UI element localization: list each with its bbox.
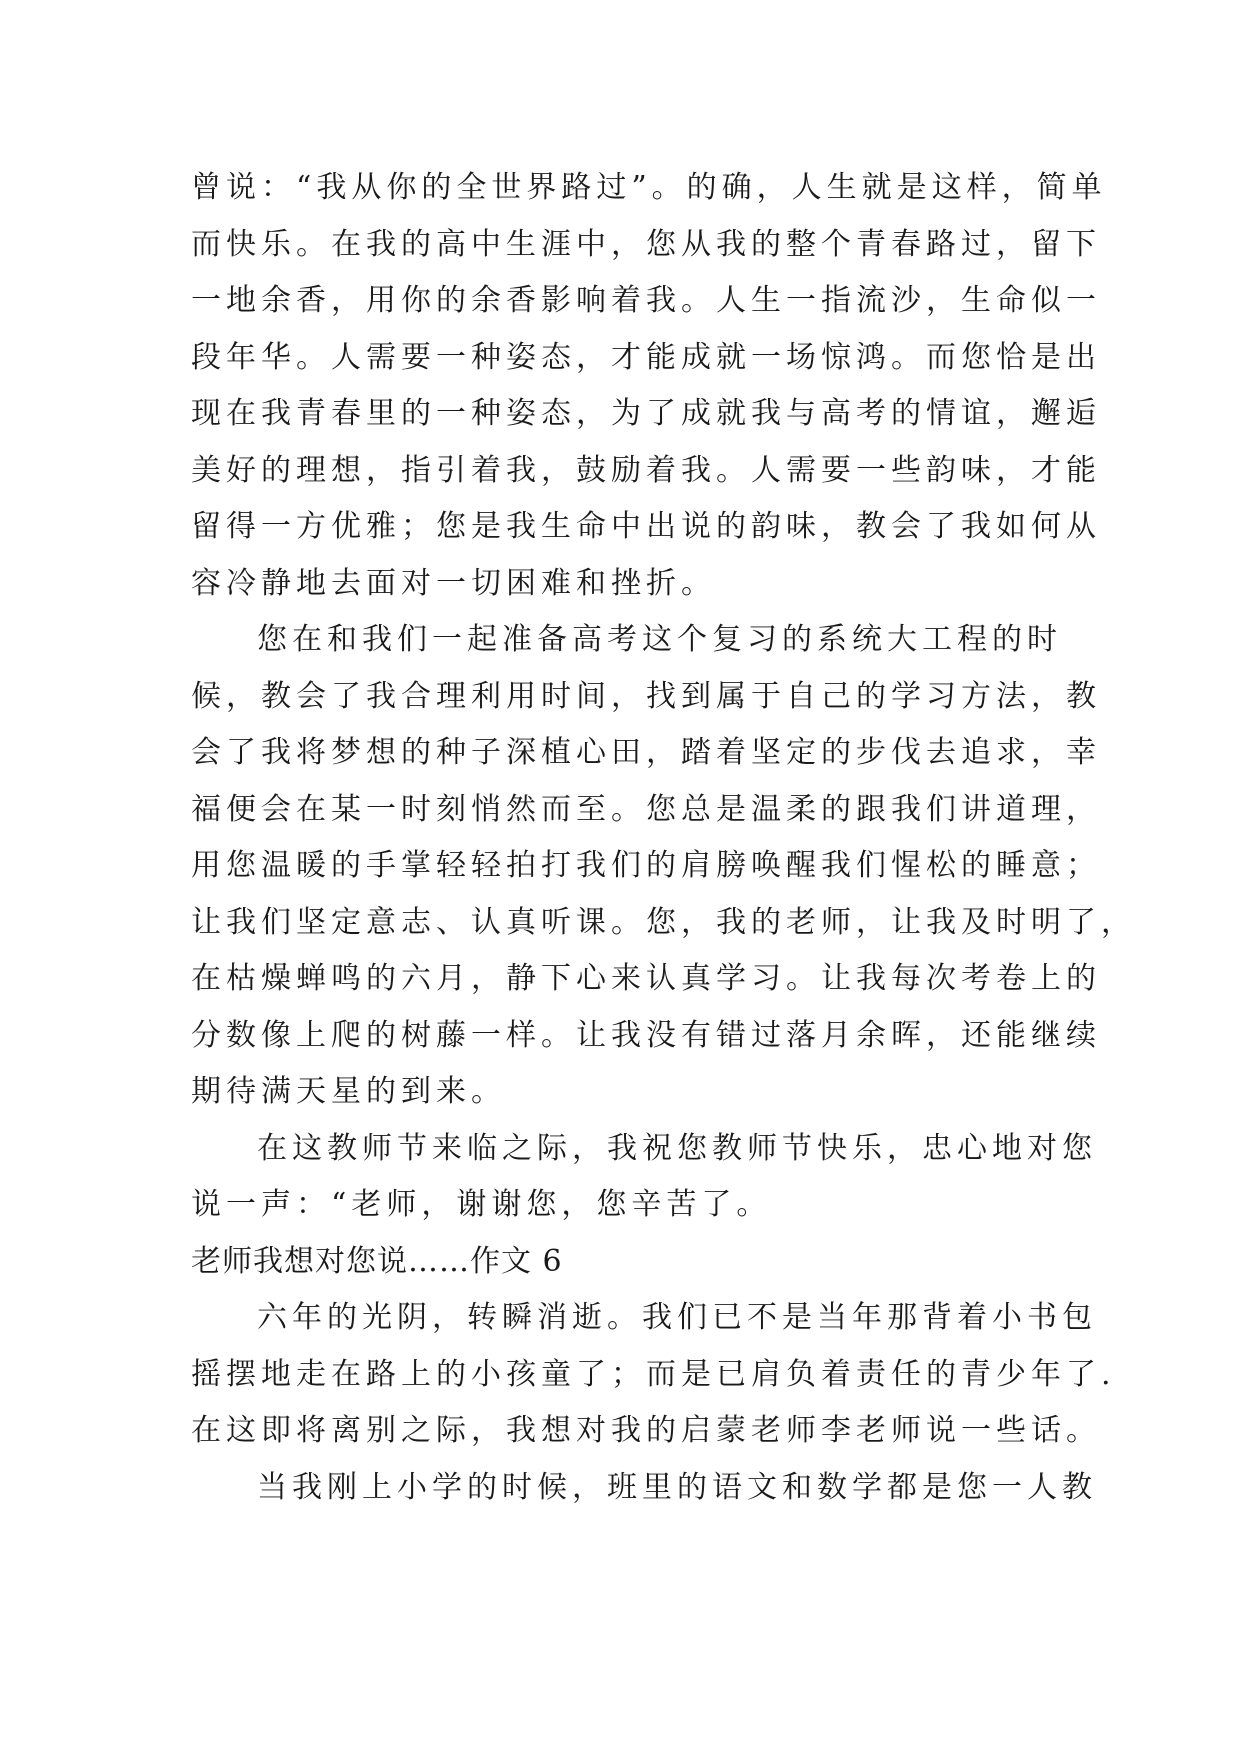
- text-line: 您在和我们一起准备高考这个复习的系统大工程的时: [257, 622, 1062, 657]
- text-line: 候，教会了我合理利用时间，找到属于自己的学习方法，教: [191, 678, 1101, 714]
- heading-text: 老师我想对您说……作文 6: [191, 1243, 563, 1279]
- text-line: 用您温暖的手掌轻轻拍打我们的肩膀唤醒我们惺松的睡意；: [191, 848, 1101, 883]
- text-line: 留得一方优雅；您是我生命中出说的韵味，教会了我如何从: [191, 509, 1101, 544]
- text-line: 曾说：“我从你的全世界路过”。的确，人生就是这样，简单: [191, 170, 1107, 205]
- paragraph: [191, 160, 1107, 612]
- text-line: 摇摆地走在路上的小孩童了；而是已肩负着责任的青少年了.: [191, 1356, 1116, 1392]
- paragraph: [191, 1290, 1116, 1460]
- text-line: 容冷静地去面对一切困难和挫折。: [191, 565, 716, 601]
- text-line: 一地余香，用你的余香影响着我。人生一指流沙，生命似一: [191, 283, 1101, 318]
- text-line: 段年华。人需要一种姿态，才能成就一场惊鸿。而您恰是出: [191, 339, 1101, 375]
- text-line: 让我们坚定意志、认真听课。您，我的老师，让我及时明了，: [191, 904, 1136, 940]
- text-line: 现在我青春里的一种姿态，为了成就我与高考的情谊，邂逅: [191, 396, 1101, 431]
- paragraph: [191, 1460, 1097, 1517]
- section-heading: [191, 1234, 1051, 1291]
- text-line: 而快乐。在我的高中生涯中，您从我的整个青春路过，留下: [191, 226, 1101, 262]
- paragraph: [191, 612, 1136, 1121]
- text-line: 六年的光阴，转瞬消逝。我们已不是当年那背着小书包: [257, 1300, 1097, 1335]
- text-line: 美好的理想，指引着我，鼓励着我。人需要一些韵味，才能: [191, 452, 1101, 488]
- text-line: 说一声：“老师，谢谢您，您辛苦了。: [191, 1187, 772, 1222]
- text-line: 会了我将梦想的种子深植心田，踏着坚定的步伐去追求，幸: [191, 735, 1101, 770]
- text-line: 在这即将离别之际，我想对我的启蒙老师李老师说一些话。: [191, 1413, 1101, 1448]
- paragraph: [191, 1121, 1097, 1234]
- document-body: [191, 160, 1136, 1516]
- text-line: 分数像上爬的树藤一样。让我没有错过落月余晖，还能继续: [191, 1017, 1101, 1053]
- text-line: 在枯燥蝉鸣的六月，静下心来认真学习。让我每次考卷上的: [191, 961, 1101, 996]
- text-line: 当我刚上小学的时候，班里的语文和数学都是您一人教: [257, 1469, 1097, 1505]
- text-line: 在这教师节来临之际，我祝您教师节快乐，忠心地对您: [257, 1130, 1097, 1166]
- text-line: 期待满天星的到来。: [191, 1074, 506, 1109]
- text-line: 福便会在某一时刻悄然而至。您总是温柔的跟我们讲道理，: [191, 791, 1101, 827]
